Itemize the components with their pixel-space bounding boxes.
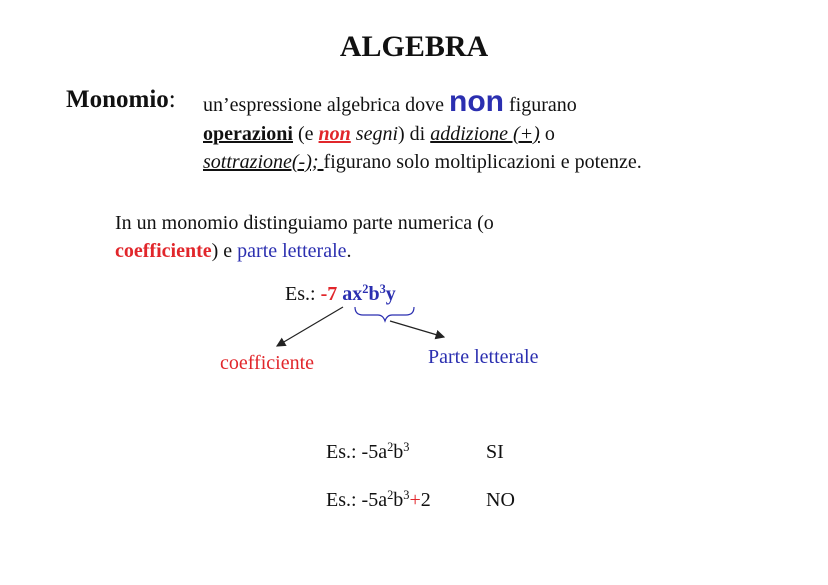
ex-no-plus: + [409,489,421,511]
word-operazioni: operazioni [203,123,293,145]
ex-no-mid: b [393,489,404,511]
example-si [326,441,410,464]
exp-x: 2 [362,282,369,297]
parts-mid: ) e [211,240,238,262]
word-sottrazione: sottrazione(-); [203,151,324,173]
ex-no-exp1: 2 [387,488,394,503]
ex-si-prefix: Es.: -5a [326,441,388,463]
var-y: y [385,283,396,305]
def-text-1b: figurano [504,94,577,116]
word-addizione: addizione (+) [430,123,540,145]
ex-no-tail: 2 [420,489,431,511]
var-ax: ax [342,283,363,305]
var-b: b [368,283,380,305]
term-label: Monomio [66,86,169,113]
def-text-2a: (e [293,123,319,145]
emphasis-non: non [449,85,504,118]
term-colon: : [168,86,176,113]
word-segni: segni [350,123,399,145]
example-coefficient: -7 [320,283,338,305]
page-title: ALGEBRA [339,30,489,63]
arrow-to-letteral [390,321,444,337]
example-no [326,489,431,512]
ex-si-exp2: 3 [403,440,410,455]
word-non: non [318,123,351,145]
def-text-1a: un’espressione algebrica dove [203,94,450,116]
ex-no-prefix: Es.: -5a [326,489,388,511]
answer-no: NO [486,489,515,511]
label-letteral: Parte letterale [428,346,539,368]
word-coefficiente: coefficiente [115,240,212,262]
example-prefix: Es.: [285,283,321,305]
ex-no-exp2: 3 [403,488,410,503]
ex-si-mid: b [393,441,404,463]
letteral-brace [355,307,414,321]
def-text-3b: figurano solo moltiplicazioni e potenze. [323,151,642,173]
def-text-2c: o [539,123,555,145]
exp-b: 3 [379,282,386,297]
arrow-to-coefficient [277,307,343,346]
parts-end: . [346,240,352,262]
answer-si: SI [486,441,504,463]
label-coefficient: coefficiente [220,352,315,374]
def-text-2b: ) di [398,123,431,145]
parts-line-1: In un monomio distinguiamo parte numerica (o [115,212,494,234]
ex-si-exp1: 2 [387,440,394,455]
word-parte-letterale: parte letterale [237,240,347,262]
